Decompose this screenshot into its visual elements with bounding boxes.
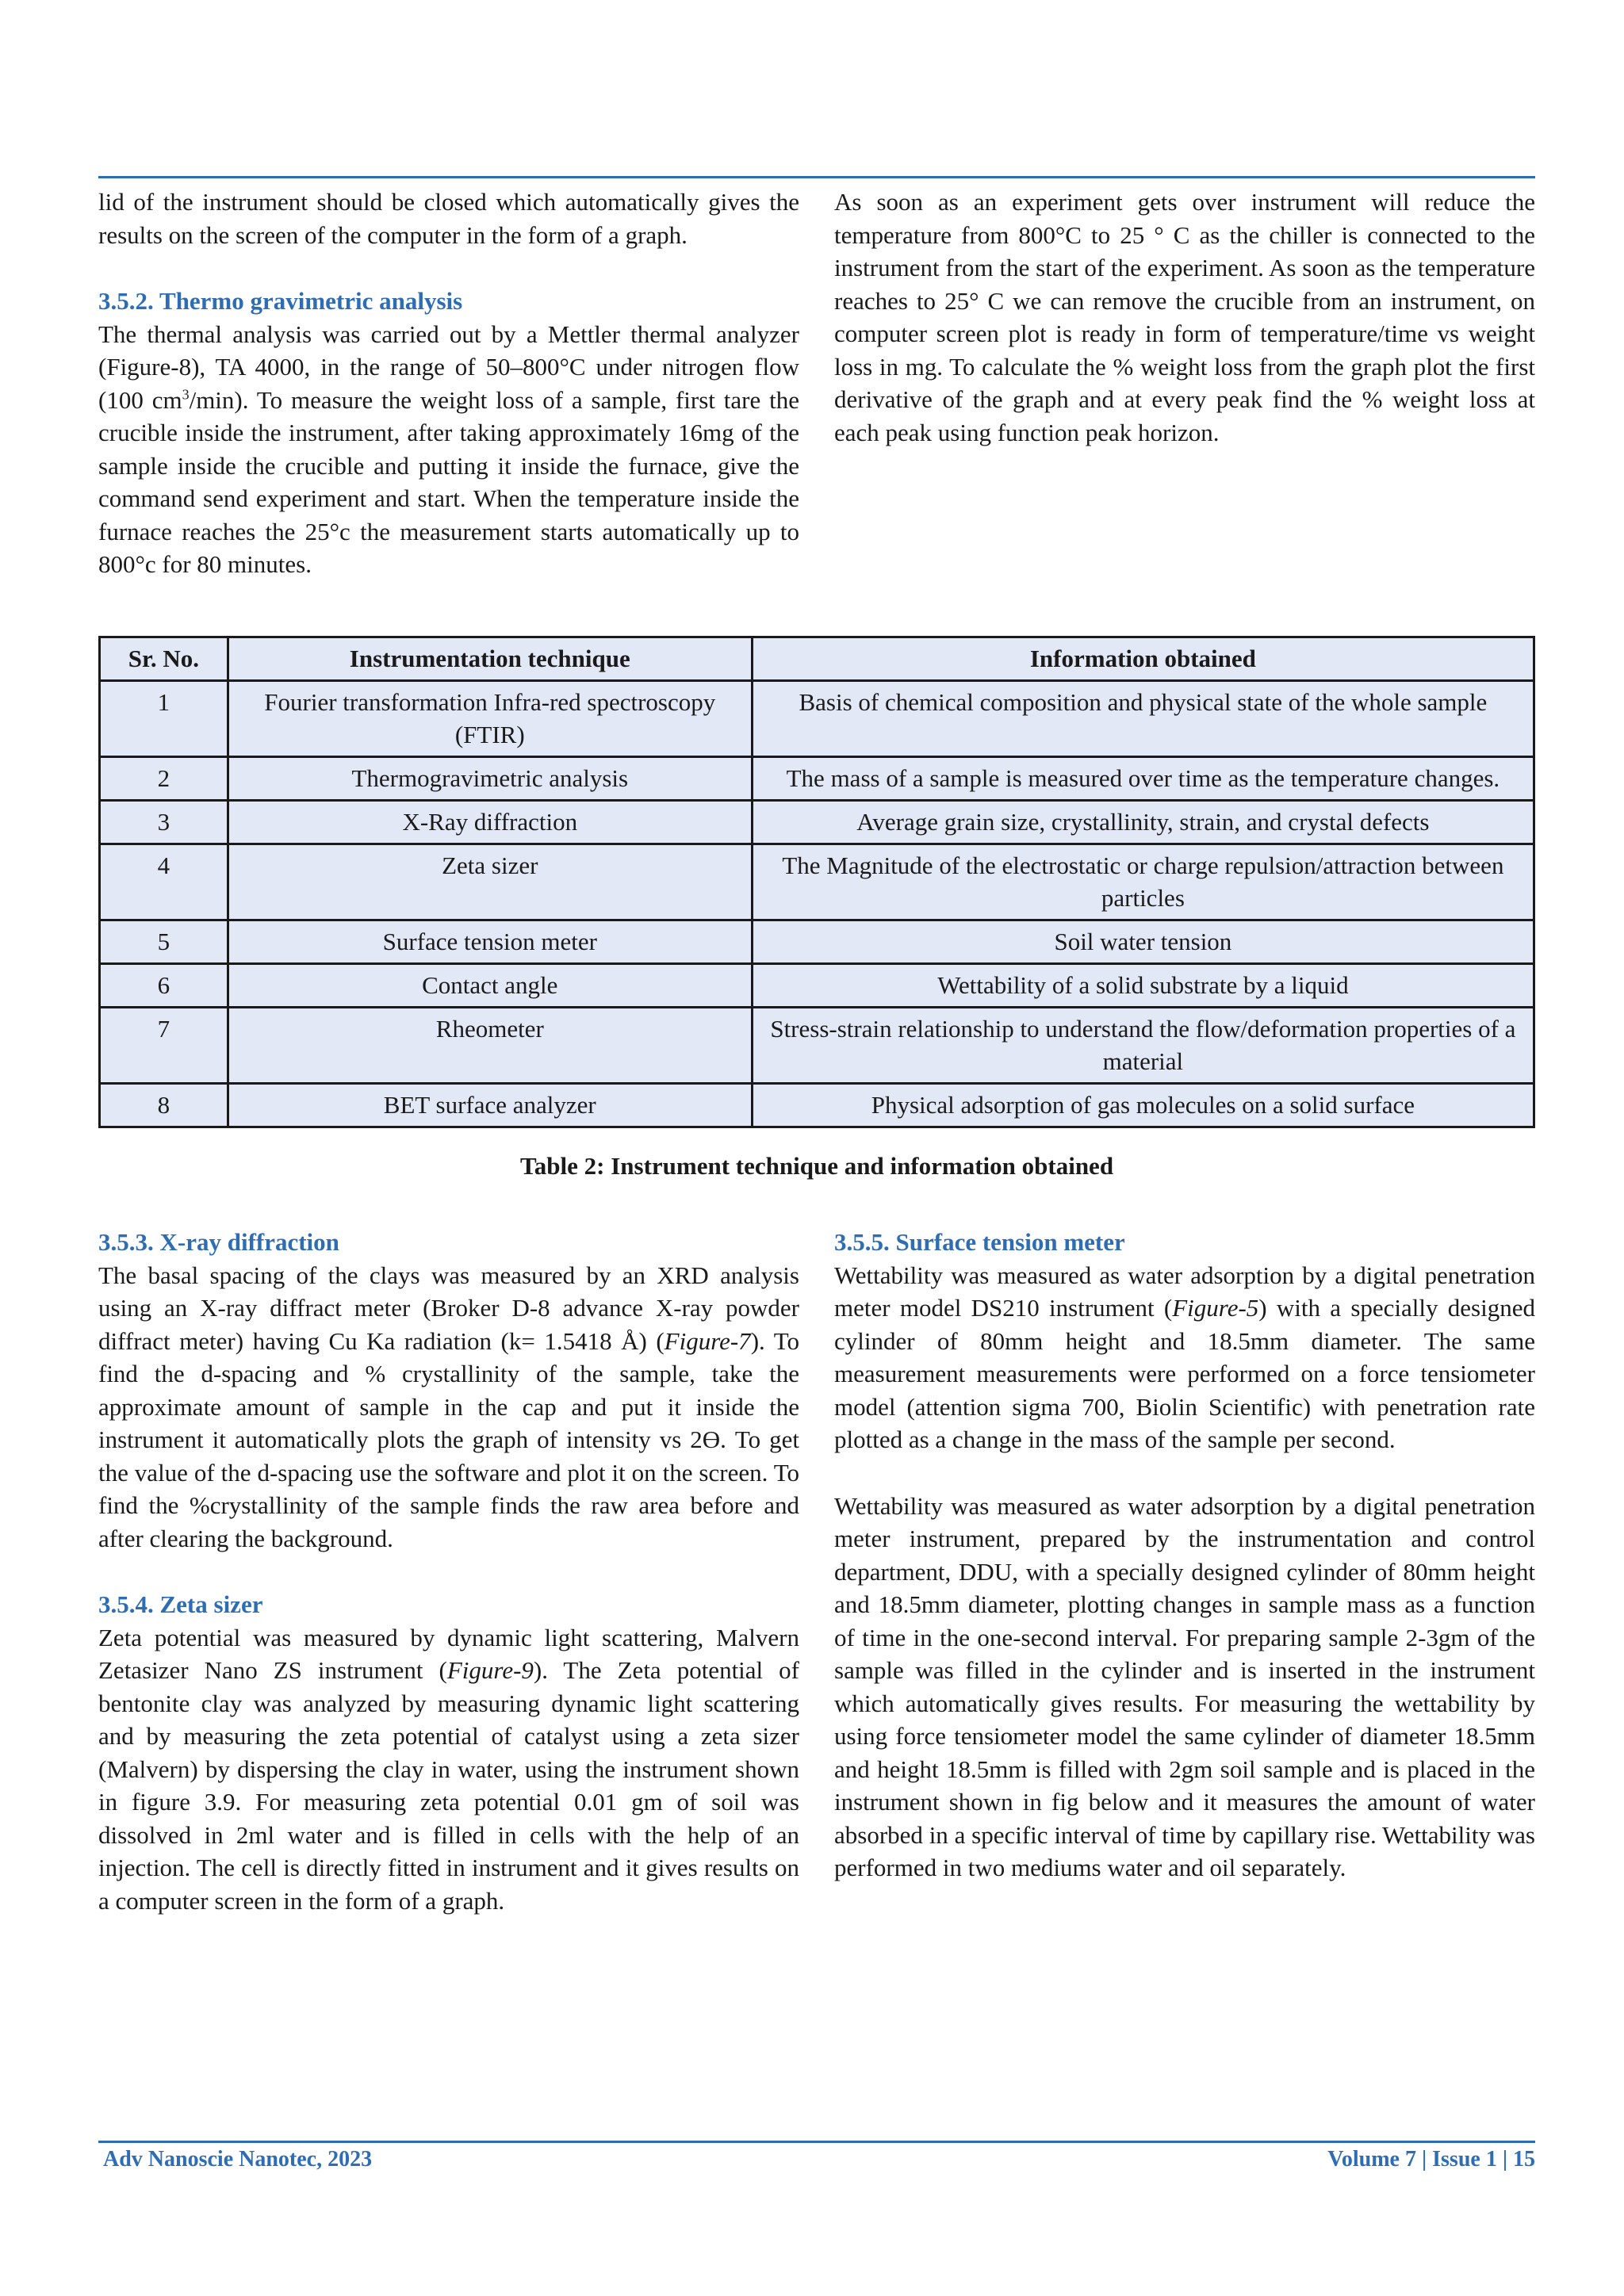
table-header-row [100,637,1534,681]
table-row [100,844,1534,920]
bottom-left-column [98,1226,799,1917]
table-cell: Physical adsorption of gas molecules on a solid surface [752,1084,1534,1127]
footer-journal: Adv Nanoscie Nanotec, 2023 [103,2147,373,2172]
column-header: Instrumentation technique [228,637,752,681]
table-cell: 6 [100,964,228,1008]
table-cell: 5 [100,920,228,964]
table-cell: Thermogravimetric analysis [228,757,752,801]
table-cell: Basis of chemical composition and physical state of the whole sample [752,681,1534,757]
section-heading-xrd: 3.5.3. X-ray diffraction [98,1228,339,1256]
figure-reference: Figure-5 [1172,1294,1259,1322]
table-cell: Contact angle [228,964,752,1008]
table-cell: Surface tension meter [228,920,752,964]
instrument-table [98,636,1535,1128]
top-rule [98,176,1535,178]
column-header: Information obtained [752,637,1534,681]
table-cell: Zeta sizer [228,844,752,920]
table-row [100,681,1534,757]
table-cell: 1 [100,681,228,757]
table-row [100,920,1534,964]
table-cell: The mass of a sample is measured over time as the temperature changes. [752,757,1534,801]
paragraph: Wettability was measured as water adsorption by a digital penetration meter model DS210 instrument (Figure-5) with a specially designed cylinder of 80mm height and 18.5mm diameter. The same measurement measurements were performed on a force tensiometer model (attention sigma 700, Biolin Scientific) with penetration rate plotted as a change in the mass of the sample per second. [834,1261,1535,1453]
table-row [100,757,1534,801]
table-cell: X-Ray diffraction [228,801,752,844]
footer-issue: Volume 7 | Issue 1 | 15 [1327,2147,1535,2172]
section-heading-zeta: 3.5.4. Zeta sizer [98,1590,263,1618]
table-cell: 2 [100,757,228,801]
section-heading-tga: 3.5.2. Thermo gravimetric analysis [98,287,463,315]
table-row [100,1084,1534,1127]
section-heading-surface-tension: 3.5.5. Surface tension meter [834,1228,1125,1256]
table-cell: 8 [100,1084,228,1127]
column-header: Sr. No. [100,637,228,681]
table-cell: Soil water tension [752,920,1534,964]
table-cell: Wettability of a solid substrate by a liquid [752,964,1534,1008]
paragraph: lid of the instrument should be closed which automatically gives the results on the screen of the computer in the form of a graph. [98,188,799,249]
table-cell: 7 [100,1008,228,1084]
table-cell: Rheometer [228,1008,752,1084]
paragraph: The basal spacing of the clays was measured by an XRD analysis using an X-ray diffract meter (Broker D-8 advance X-ray powder diffract meter) having Cu Ka radiation (k= 1.5418 Å) (Figure-7). To find the d-spacing and % crystallinity of the sample, take the approximate amount of sample in the cap and put it inside the instrument it automatically plots the graph of intensity vs 2Ө. To get the value of the d-spacing use the software and plot it on the screen. To find the %crystallinity of the sample finds the raw area before and after clearing the background. [98,1261,799,1552]
figure-reference: Figure-9 [446,1656,534,1684]
top-left-column [98,186,799,581]
table-row [100,1008,1534,1084]
paragraph: Wettability was measured as water adsorption by a digital penetration meter instrument, prepared by the instrumentation and control department, DDU, with a specially designed cylinder of 80mm height and 18.5mm diameter, plotting changes in sample mass as a function of time in the one-second interval. For preparing sample 2-3gm of the sample was filled in the cylinder and is inserted in the instrument which automatically gives results. For measuring the wettability by using force tensiometer model the same cylinder of diameter 18.5mm and height 18.5mm is filled with 2gm soil sample and is placed in the instrument shown in fig below and it measures the amount of water absorbed in a specific interval of time by capillary rise. Wettability was performed in two mediums water and oil separately. [834,1491,1535,1881]
footer-rule [98,2141,1535,2143]
table-cell: BET surface analyzer [228,1084,752,1127]
paragraph: The thermal analysis was carried out by a Mettler thermal analyzer (Figure-8), TA 4000, in the range of 50–800°C under nitrogen flow (100 $cm^3/\min$). To measure the weight loss of a sample, first tare the crucible inside the instrument, after taking approximately 16mg of the sample inside the crucible and putting it inside the furnace, give the command send experiment and start. When the temperature inside the furnace reaches the 25°c the measurement starts automatically up to 800°c for 80 minutes. [98,320,799,578]
table-cell: 3 [100,801,228,844]
table-cell: 4 [100,844,228,920]
table-cell: Stress-strain relationship to understand the flow/deformation properties of a material [752,1008,1534,1084]
table-cell: Average grain size, crystallinity, strain, and crystal defects [752,801,1534,844]
table-cell: Fourier transformation Infra-red spectroscopy (FTIR) [228,681,752,757]
figure-reference: Figure-7 [664,1326,751,1355]
paragraph: Zeta potential was measured by dynamic light scattering, Malvern Zetasizer Nano ZS instrument (Figure-9). The Zeta potential of bentonite clay was analyzed by measuring dynamic light scattering and by measuring the zeta potential of catalyst using a zeta sizer (Malvern) by dispersing the clay in water, using the instrument shown in figure 3.9. For measuring zeta potential 0.01 gm of soil was dissolved in 2ml water and is filled in cells with the help of an injection. The cell is directly fitted in instrument and it gives results on a computer screen in the form of a graph. [98,1623,799,1915]
top-right-column [834,186,1535,449]
paragraph: As soon as an experiment gets over instrument will reduce the temperature from 800°C to 25 ° C as the chiller is connected to the instrument from the start of the experiment. As soon as the temperature reaches to 25° C we can remove the crucible from an instrument, on computer screen plot is ready in form of temperature/time vs weight loss in mg. To calculate the % weight loss from the graph plot the first derivative of the graph and at every peak find the % weight loss at each peak using function peak horizon. [834,188,1535,446]
table-row [100,801,1534,844]
bottom-right-column [834,1226,1535,1885]
table-cell: The Magnitude of the electrostatic or charge repulsion/attraction between particles [752,844,1534,920]
table-caption: Table 2: Instrument technique and information obtained [519,1152,1114,1180]
table-row [100,964,1534,1008]
